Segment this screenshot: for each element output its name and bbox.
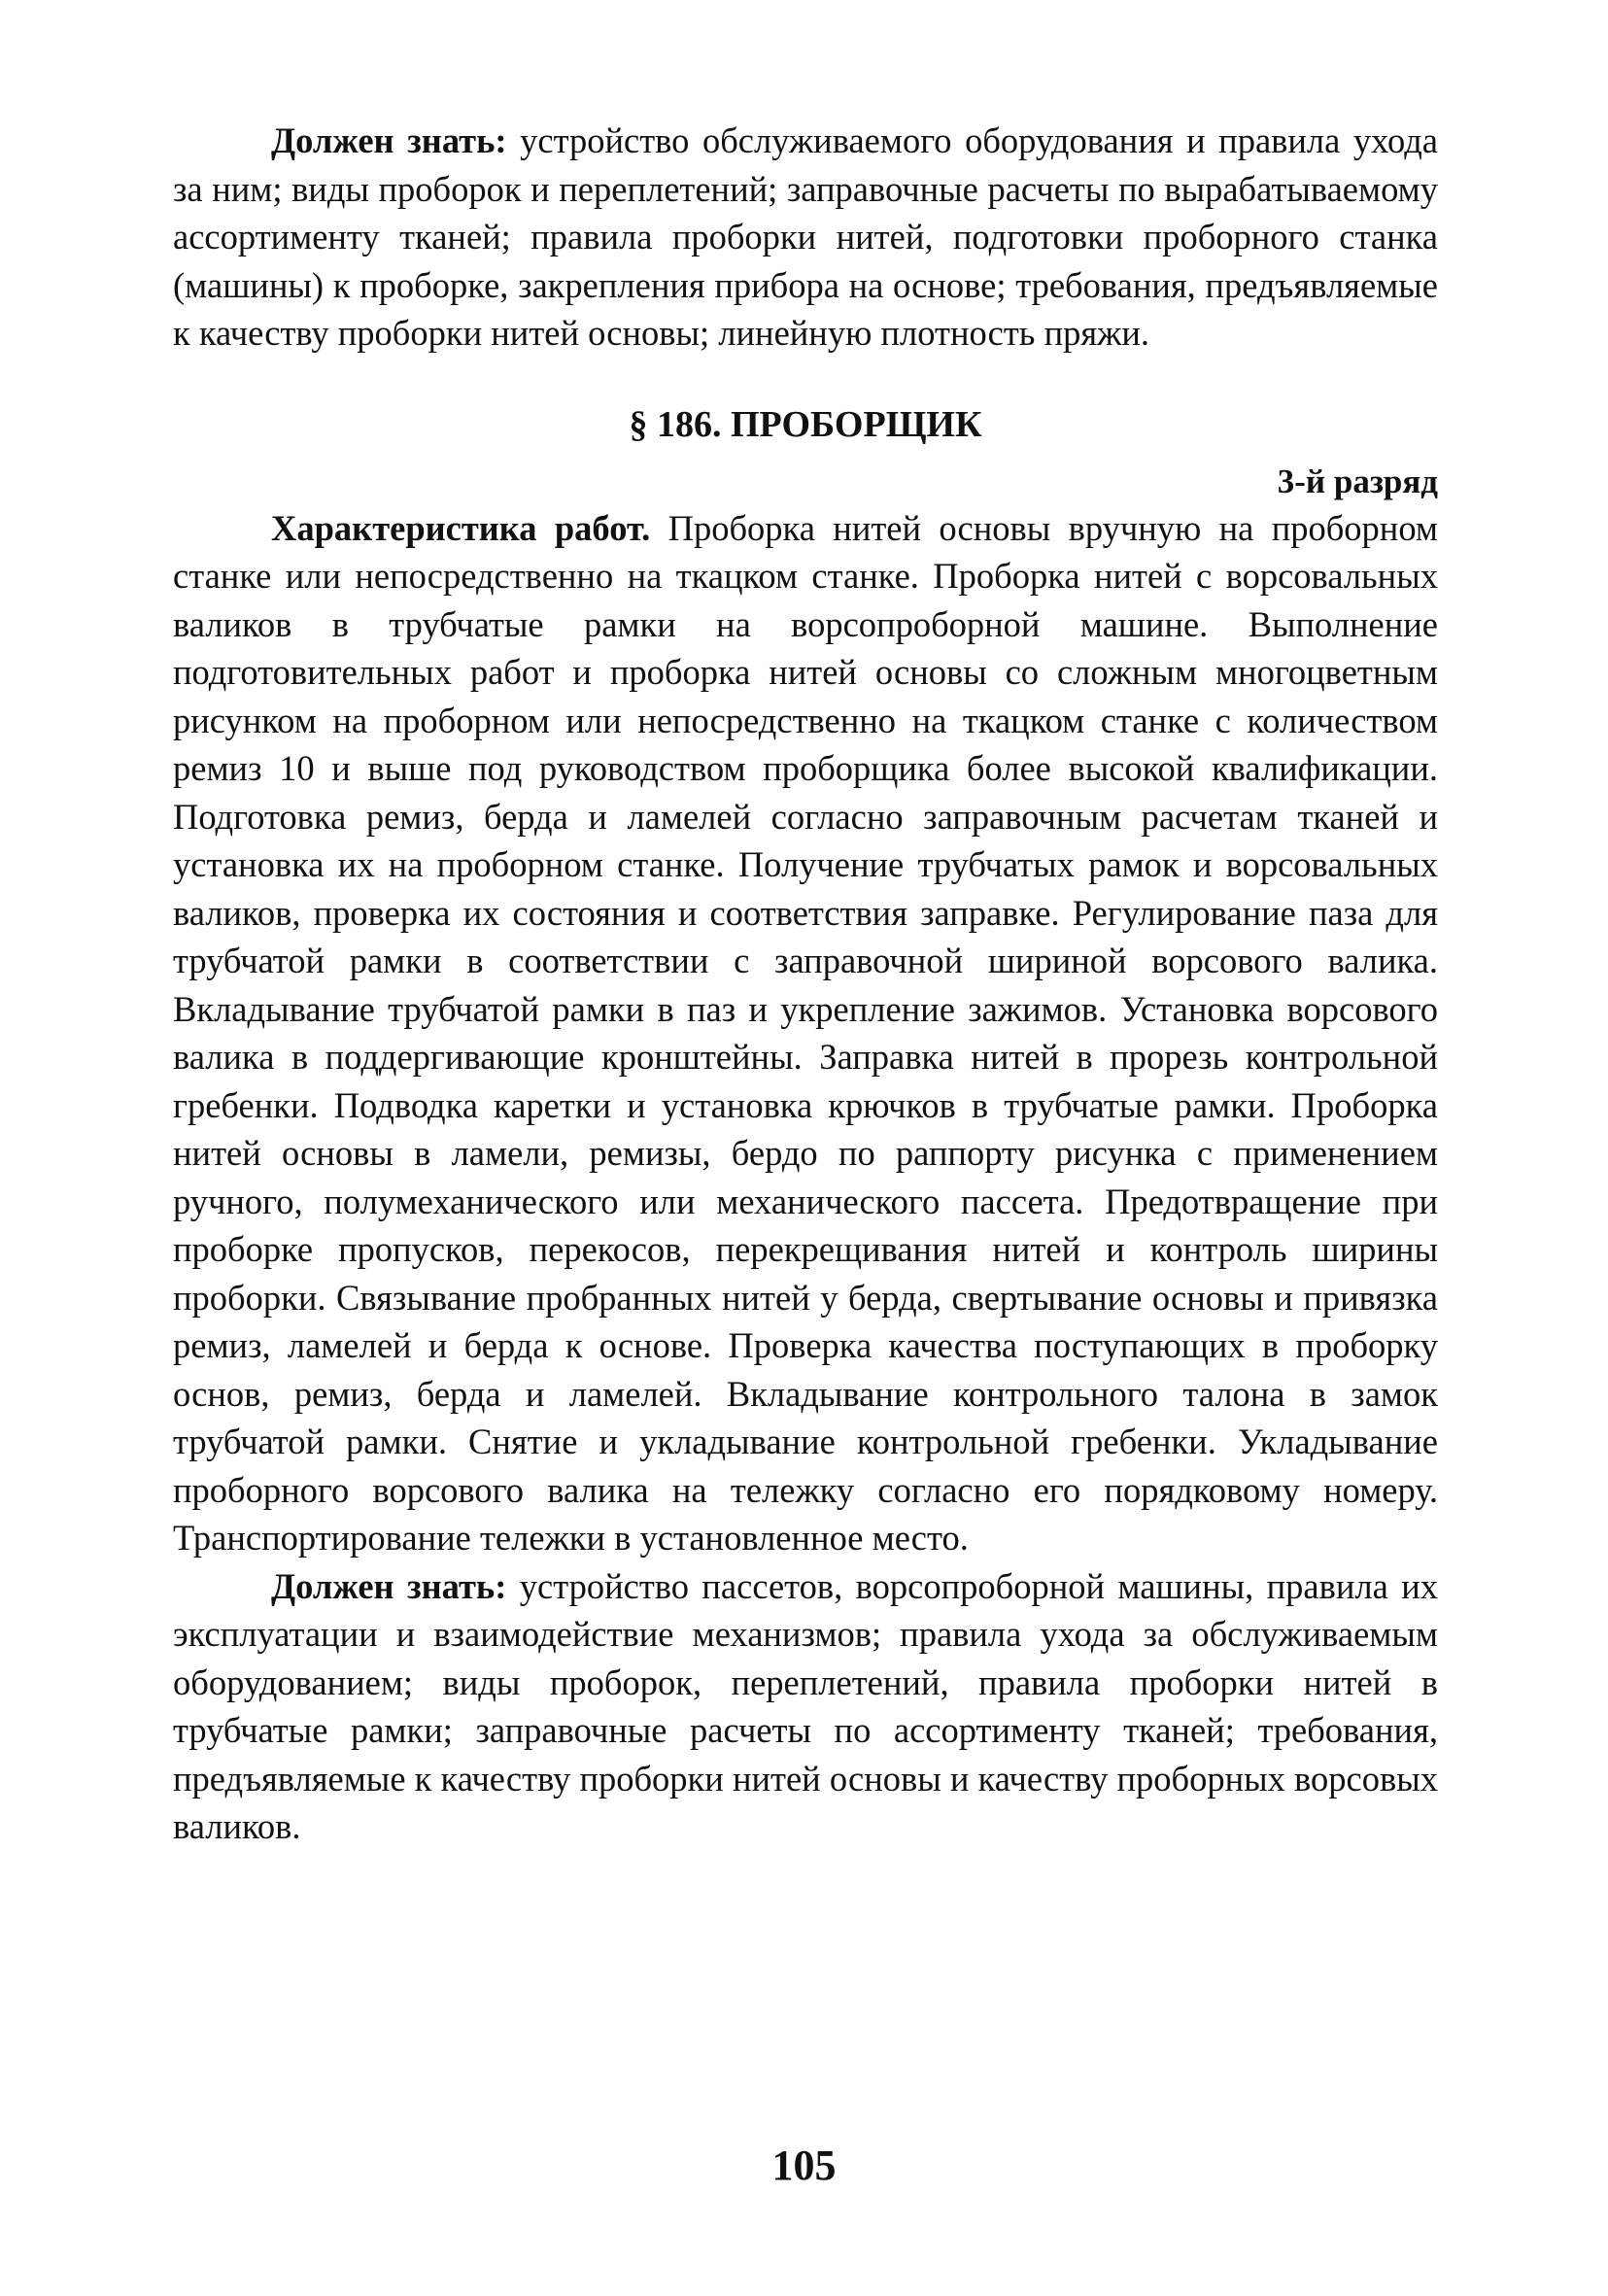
paragraph-text: устройство обслуживаемого оборудования и правила ухода за ним; виды проборок и переплетений; заправочные расчеты по вырабатываемому ассортименту тканей; правила проборки нитей, подготовки проборного станка (машины) к проборке, закрепления прибора на основе; требования, предъявляемые к качеству проборки нитей основы; линейную плотность пряжи.	[173, 120, 1438, 353]
paragraph-knowledge-requirements	[173, 1562, 1438, 1851]
paragraph-text: Проборка нитей основы вручную на проборном станке или непосредственно на ткацком станке. Проборка нитей с ворсовальных валиков в трубчатые рамки на ворсопроборной машине. Выполнение подготовительных работ и проборка нитей основы со сложным многоцветным рисунком на проборном или непосредственно на ткацком станке с количеством ремиз 10 и выше под руководством проборщика более высокой квалификации. Подготовка ремиз, берда и ламелей согласно заправочным расчетам тканей и установка их на проборном станке. Получение трубчатых рамок и ворсовальных валиков, проверка их состояния и соответствия заправке. Регулирование паза для трубчатой рамки в соответствии с заправочной шириной ворсового валика. Вкладывание трубчатой рамки в паз и укрепление зажимов. Установка ворсового валика в поддергивающие кронштейны. Заправка нитей в прорезь контрольной гребенки. Подводка каретки и установка крючков в трубчатые рамки. Проборка нитей основы в ламели, ремизы, бердо по раппорту рисунка с применением ручного, полумеханического или механического пассета. Предотвращение при проборке пропусков, перекосов, перекрещивания нитей и контроль ширины проборки. Связывание пробранных нитей у берда, свертывание основы и привязка ремиз, ламелей и берда к основе. Проверка качества поступающих в проборку основ, ремиз, берда и ламелей. Вкладывание контрольного талона в замок трубчатой рамки. Снятие и укладывание контрольной гребенки. Укладывание проборного ворсового валика на тележку согласно его порядковому номеру. Транспортирование тележки в установленное место.	[173, 507, 1438, 1558]
paragraph-lead: Должен знать:	[271, 1565, 507, 1606]
paragraph-lead: Характеристика работ.	[271, 507, 651, 548]
paragraph-text: устройство пассетов, ворсопроборной машины, правила их эксплуатации и взаимодействие механизмов; правила ухода за обслуживаемым оборудованием; виды проборок, переплетений, правила проборки нитей в трубчатые рамки; заправочные расчеты по ассортименту тканей; требования, предъявляемые к качеству проборки нитей основы и качеству проборных ворсовых валиков.	[173, 1565, 1438, 1846]
paragraph-knowledge-requirements-prev	[173, 117, 1438, 358]
section-title: § 186. ПРОБОРЩИК	[629, 403, 982, 445]
paragraph-lead: Должен знать:	[271, 120, 507, 160]
page-number: 105	[771, 2142, 837, 2189]
grade-label: 3-й разряд	[1277, 462, 1438, 500]
page-content	[173, 117, 1438, 1851]
paragraph-work-characteristics	[173, 504, 1438, 1562]
